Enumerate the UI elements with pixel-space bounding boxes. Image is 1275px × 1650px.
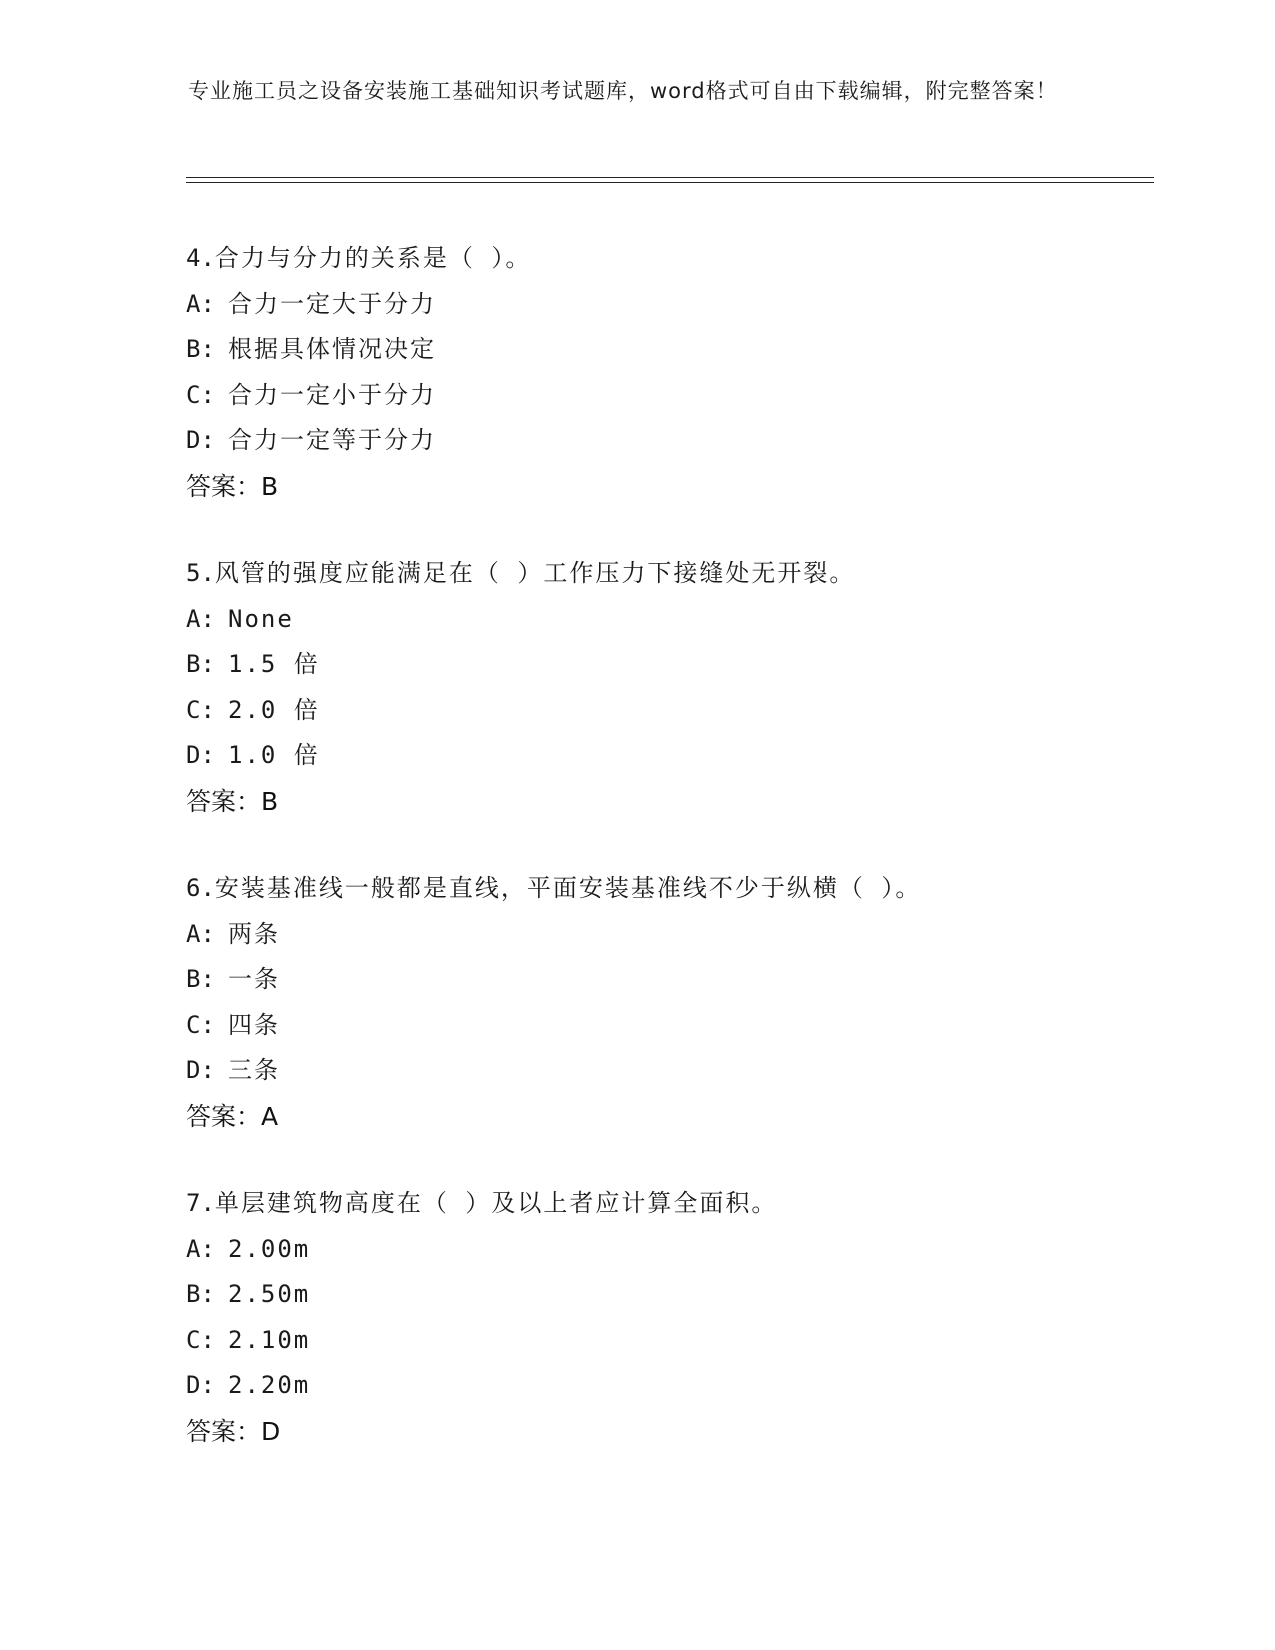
question-number: 4. bbox=[186, 244, 215, 272]
option-a bbox=[186, 282, 1146, 328]
option-text: 2.00m bbox=[228, 1234, 311, 1263]
option-letter: B: bbox=[186, 650, 215, 678]
option-text: 合力一定小于分力 bbox=[228, 380, 436, 409]
option-b bbox=[186, 642, 1146, 688]
option-b bbox=[186, 957, 1146, 1003]
option-text: 2.50m bbox=[228, 1280, 311, 1308]
question-text: 风管的强度应能满足在（ ）工作压力下接缝处无开裂。 bbox=[214, 559, 856, 587]
option-b bbox=[186, 327, 1146, 373]
option-text: None bbox=[228, 604, 294, 633]
option-letter: D: bbox=[186, 1056, 215, 1084]
option-text: 一条 bbox=[228, 965, 280, 993]
option-letter: C: bbox=[186, 1010, 215, 1039]
option-c bbox=[186, 1003, 1146, 1049]
question-number: 6. bbox=[186, 874, 215, 902]
option-c bbox=[186, 373, 1146, 419]
question-text: 安装基准线一般都是直线，平面安装基准线不少于纵横（ ）。 bbox=[214, 874, 922, 902]
option-text: 2.20m bbox=[228, 1371, 311, 1399]
option-letter: C: bbox=[186, 695, 215, 724]
question-4 bbox=[186, 236, 1146, 509]
option-letter: A: bbox=[186, 289, 215, 318]
option-text: 合力一定等于分力 bbox=[228, 426, 436, 454]
question-7 bbox=[186, 1181, 1146, 1454]
option-a bbox=[186, 912, 1146, 958]
option-text: 四条 bbox=[228, 1010, 280, 1039]
option-letter: C: bbox=[186, 1325, 215, 1354]
question-stem bbox=[186, 866, 1146, 912]
option-letter: D: bbox=[186, 1371, 215, 1399]
option-d bbox=[186, 1048, 1146, 1094]
option-text: 1.5 倍 bbox=[228, 650, 320, 678]
question-stem bbox=[186, 236, 1146, 282]
option-letter: D: bbox=[186, 426, 215, 454]
question-5 bbox=[186, 551, 1146, 824]
option-letter: C: bbox=[186, 380, 215, 409]
option-b bbox=[186, 1272, 1146, 1318]
option-text: 根据具体情况决定 bbox=[228, 335, 436, 363]
option-a bbox=[186, 1227, 1146, 1273]
option-letter: A: bbox=[186, 1234, 215, 1263]
option-letter: A: bbox=[186, 919, 215, 948]
option-text: 合力一定大于分力 bbox=[228, 289, 436, 318]
answer-key: 答案：B bbox=[186, 471, 279, 501]
option-letter: B: bbox=[186, 335, 215, 363]
header-double-rule bbox=[186, 177, 1154, 183]
question-list bbox=[186, 236, 1146, 1496]
question-text: 单层建筑物高度在（ ）及以上者应计算全面积。 bbox=[214, 1189, 778, 1217]
answer-key: 答案：D bbox=[186, 1416, 281, 1446]
question-stem bbox=[186, 551, 1146, 597]
option-text: 2.0 倍 bbox=[228, 695, 320, 724]
question-6 bbox=[186, 866, 1146, 1139]
header-text: 专业施工员之设备安装施工基础知识考试题库，word格式可自由下载编辑，附完整答案！ bbox=[188, 79, 1058, 103]
option-c bbox=[186, 688, 1146, 734]
option-text: 2.10m bbox=[228, 1325, 311, 1354]
option-text: 两条 bbox=[228, 919, 280, 948]
option-d bbox=[186, 418, 1146, 464]
option-text: 1.0 倍 bbox=[228, 741, 320, 769]
option-text: 三条 bbox=[228, 1056, 280, 1084]
question-number: 5. bbox=[186, 559, 215, 587]
option-letter: D: bbox=[186, 741, 215, 769]
question-stem bbox=[186, 1181, 1146, 1227]
question-text: 合力与分力的关系是（ ）。 bbox=[214, 244, 532, 272]
answer-key: 答案：B bbox=[186, 786, 279, 816]
option-letter: A: bbox=[186, 604, 215, 633]
question-number: 7. bbox=[186, 1189, 215, 1217]
option-letter: B: bbox=[186, 1280, 215, 1308]
option-d bbox=[186, 1363, 1146, 1409]
option-letter: B: bbox=[186, 965, 215, 993]
answer-key: 答案：A bbox=[186, 1101, 279, 1131]
option-c bbox=[186, 1318, 1146, 1364]
option-d bbox=[186, 733, 1146, 779]
document-header bbox=[188, 76, 1068, 107]
option-a bbox=[186, 597, 1146, 643]
